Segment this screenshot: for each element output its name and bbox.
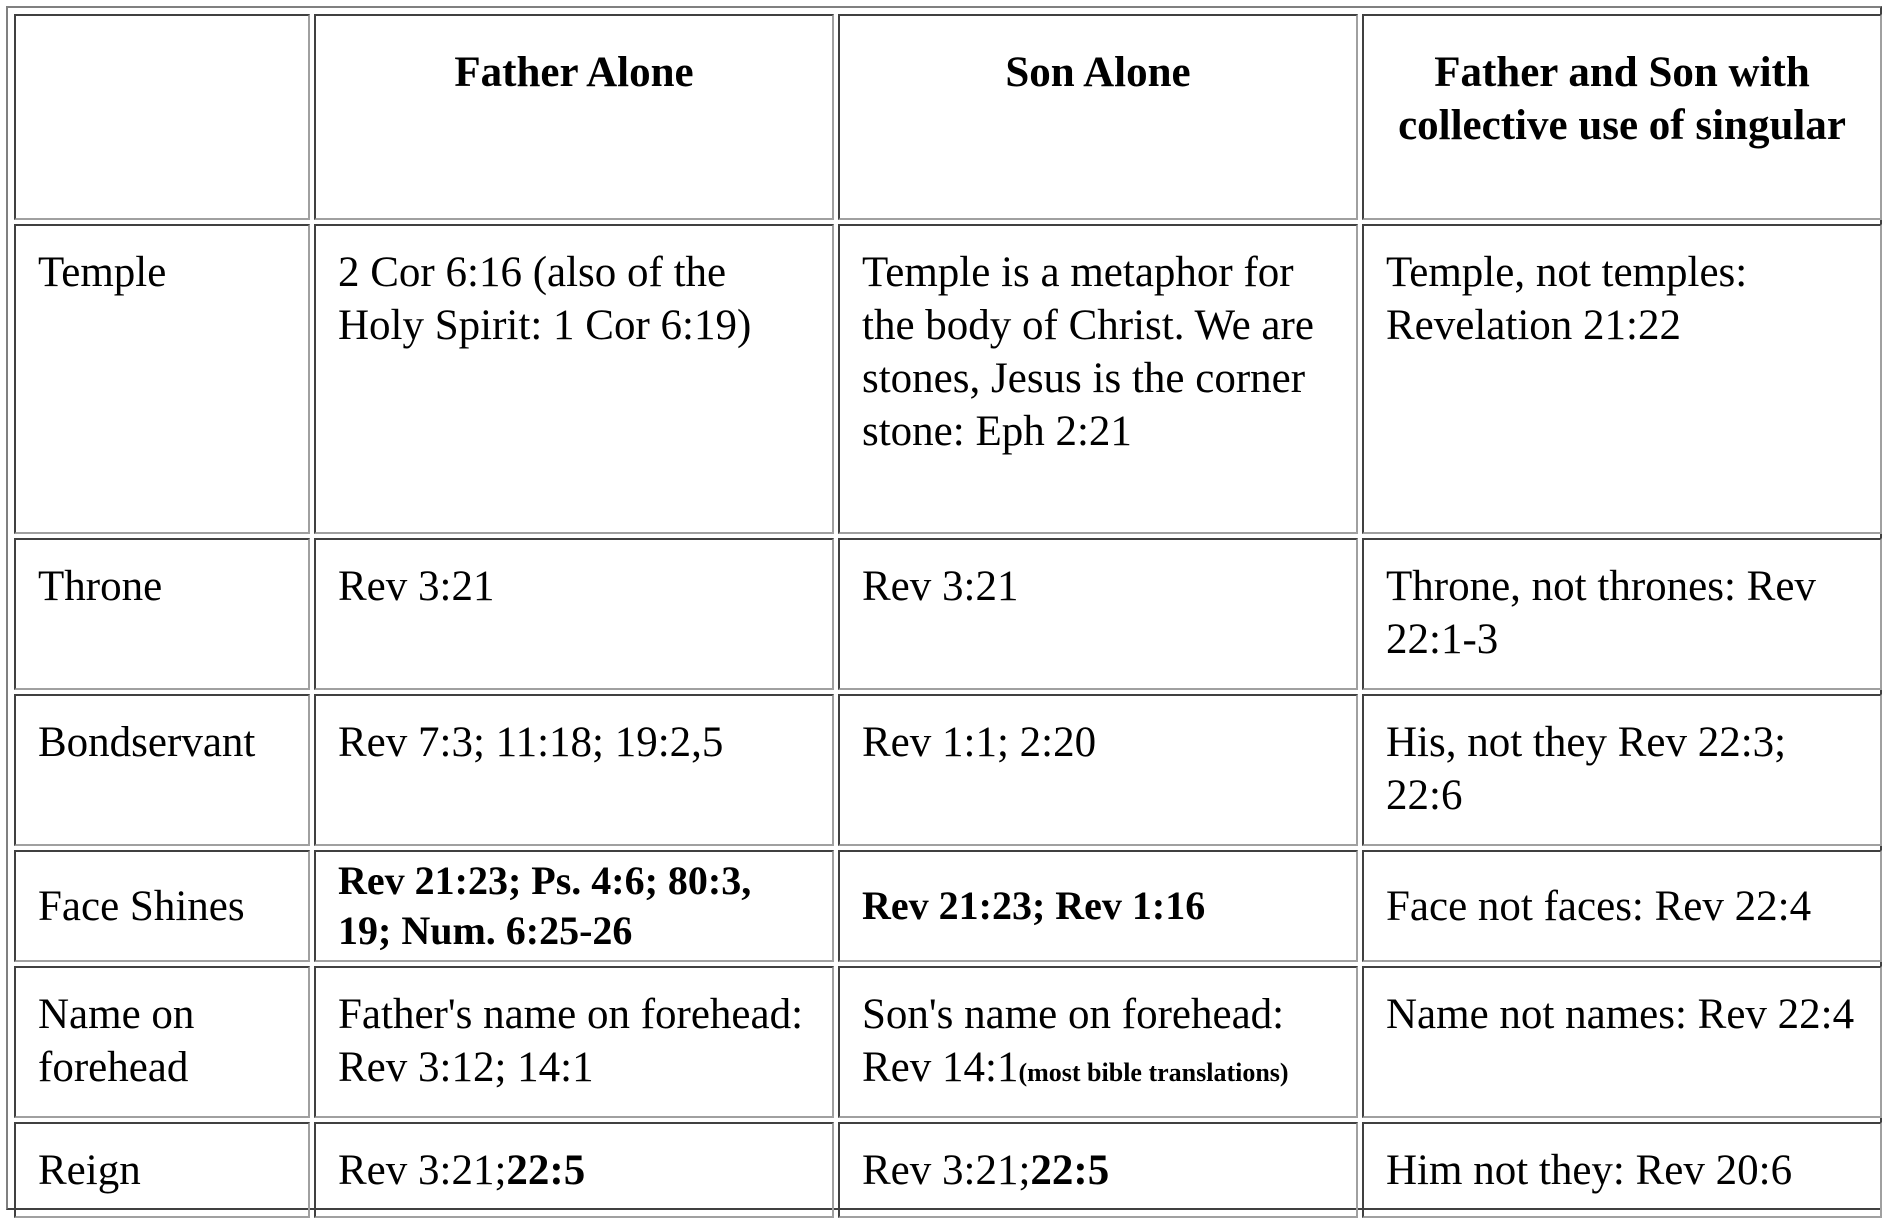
row-label: Face Shines bbox=[14, 850, 310, 962]
father-ref-plain: Rev 3:21; bbox=[338, 1147, 507, 1194]
son-ref-plain: Rev 3:21; bbox=[862, 1147, 1031, 1194]
header-father-and-son: Father and Son with collective use of singular bbox=[1362, 14, 1882, 220]
both-cell: Temple, not temples: Revelation 21:22 bbox=[1362, 224, 1882, 534]
both-cell: His, not they Rev 22:3; 22:6 bbox=[1362, 694, 1882, 846]
row-label: Reign bbox=[14, 1122, 310, 1218]
son-cell: Rev 3:21 bbox=[838, 538, 1358, 690]
both-cell: Name not names: Rev 22:4 bbox=[1362, 966, 1882, 1118]
father-cell: Rev 21:23; Ps. 4:6; 80:3, 19; Num. 6:25-26 bbox=[314, 850, 834, 962]
comparison-table-frame bbox=[6, 6, 1882, 1210]
table-row bbox=[14, 1122, 1882, 1218]
header-son-alone: Son Alone bbox=[838, 14, 1358, 220]
header-father-alone: Father Alone bbox=[314, 14, 834, 220]
son-cell: Temple is a metaphor for the body of Christ. We are stones, Jesus is the corner stone: Eph 2:21 bbox=[838, 224, 1358, 534]
both-cell: Throne, not thrones: Rev 22:1-3 bbox=[1362, 538, 1882, 690]
table-row bbox=[14, 966, 1882, 1118]
table-row bbox=[14, 538, 1882, 690]
father-cell bbox=[314, 1122, 834, 1218]
header-empty bbox=[14, 14, 310, 220]
table-row bbox=[14, 850, 1882, 962]
both-cell: Face not faces: Rev 22:4 bbox=[1362, 850, 1882, 962]
both-cell: Him not they: Rev 20:6 bbox=[1362, 1122, 1882, 1218]
row-label: Temple bbox=[14, 224, 310, 534]
son-cell bbox=[838, 1122, 1358, 1218]
row-label: Bondservant bbox=[14, 694, 310, 846]
translation-note: (most bible translations) bbox=[1018, 1058, 1289, 1087]
father-ref-bold: 22:5 bbox=[506, 1147, 586, 1194]
father-cell: 2 Cor 6:16 (also of the Holy Spirit: 1 Cor 6:19) bbox=[314, 224, 834, 534]
father-cell: Rev 7:3; 11:18; 19:2,5 bbox=[314, 694, 834, 846]
son-cell-text: Son's name on forehead: Rev 14:1 bbox=[862, 991, 1285, 1091]
header-row bbox=[14, 14, 1882, 220]
father-cell: Rev 3:21 bbox=[314, 538, 834, 690]
son-cell bbox=[838, 966, 1358, 1118]
table-row bbox=[14, 694, 1882, 846]
son-cell: Rev 1:1; 2:20 bbox=[838, 694, 1358, 846]
son-ref-bold: 22:5 bbox=[1030, 1147, 1110, 1194]
table-row bbox=[14, 224, 1882, 534]
comparison-table bbox=[10, 10, 1886, 1222]
row-label: Throne bbox=[14, 538, 310, 690]
father-cell: Father's name on forehead: Rev 3:12; 14:1 bbox=[314, 966, 834, 1118]
son-cell: Rev 21:23; Rev 1:16 bbox=[838, 850, 1358, 962]
row-label: Name on forehead bbox=[14, 966, 310, 1118]
